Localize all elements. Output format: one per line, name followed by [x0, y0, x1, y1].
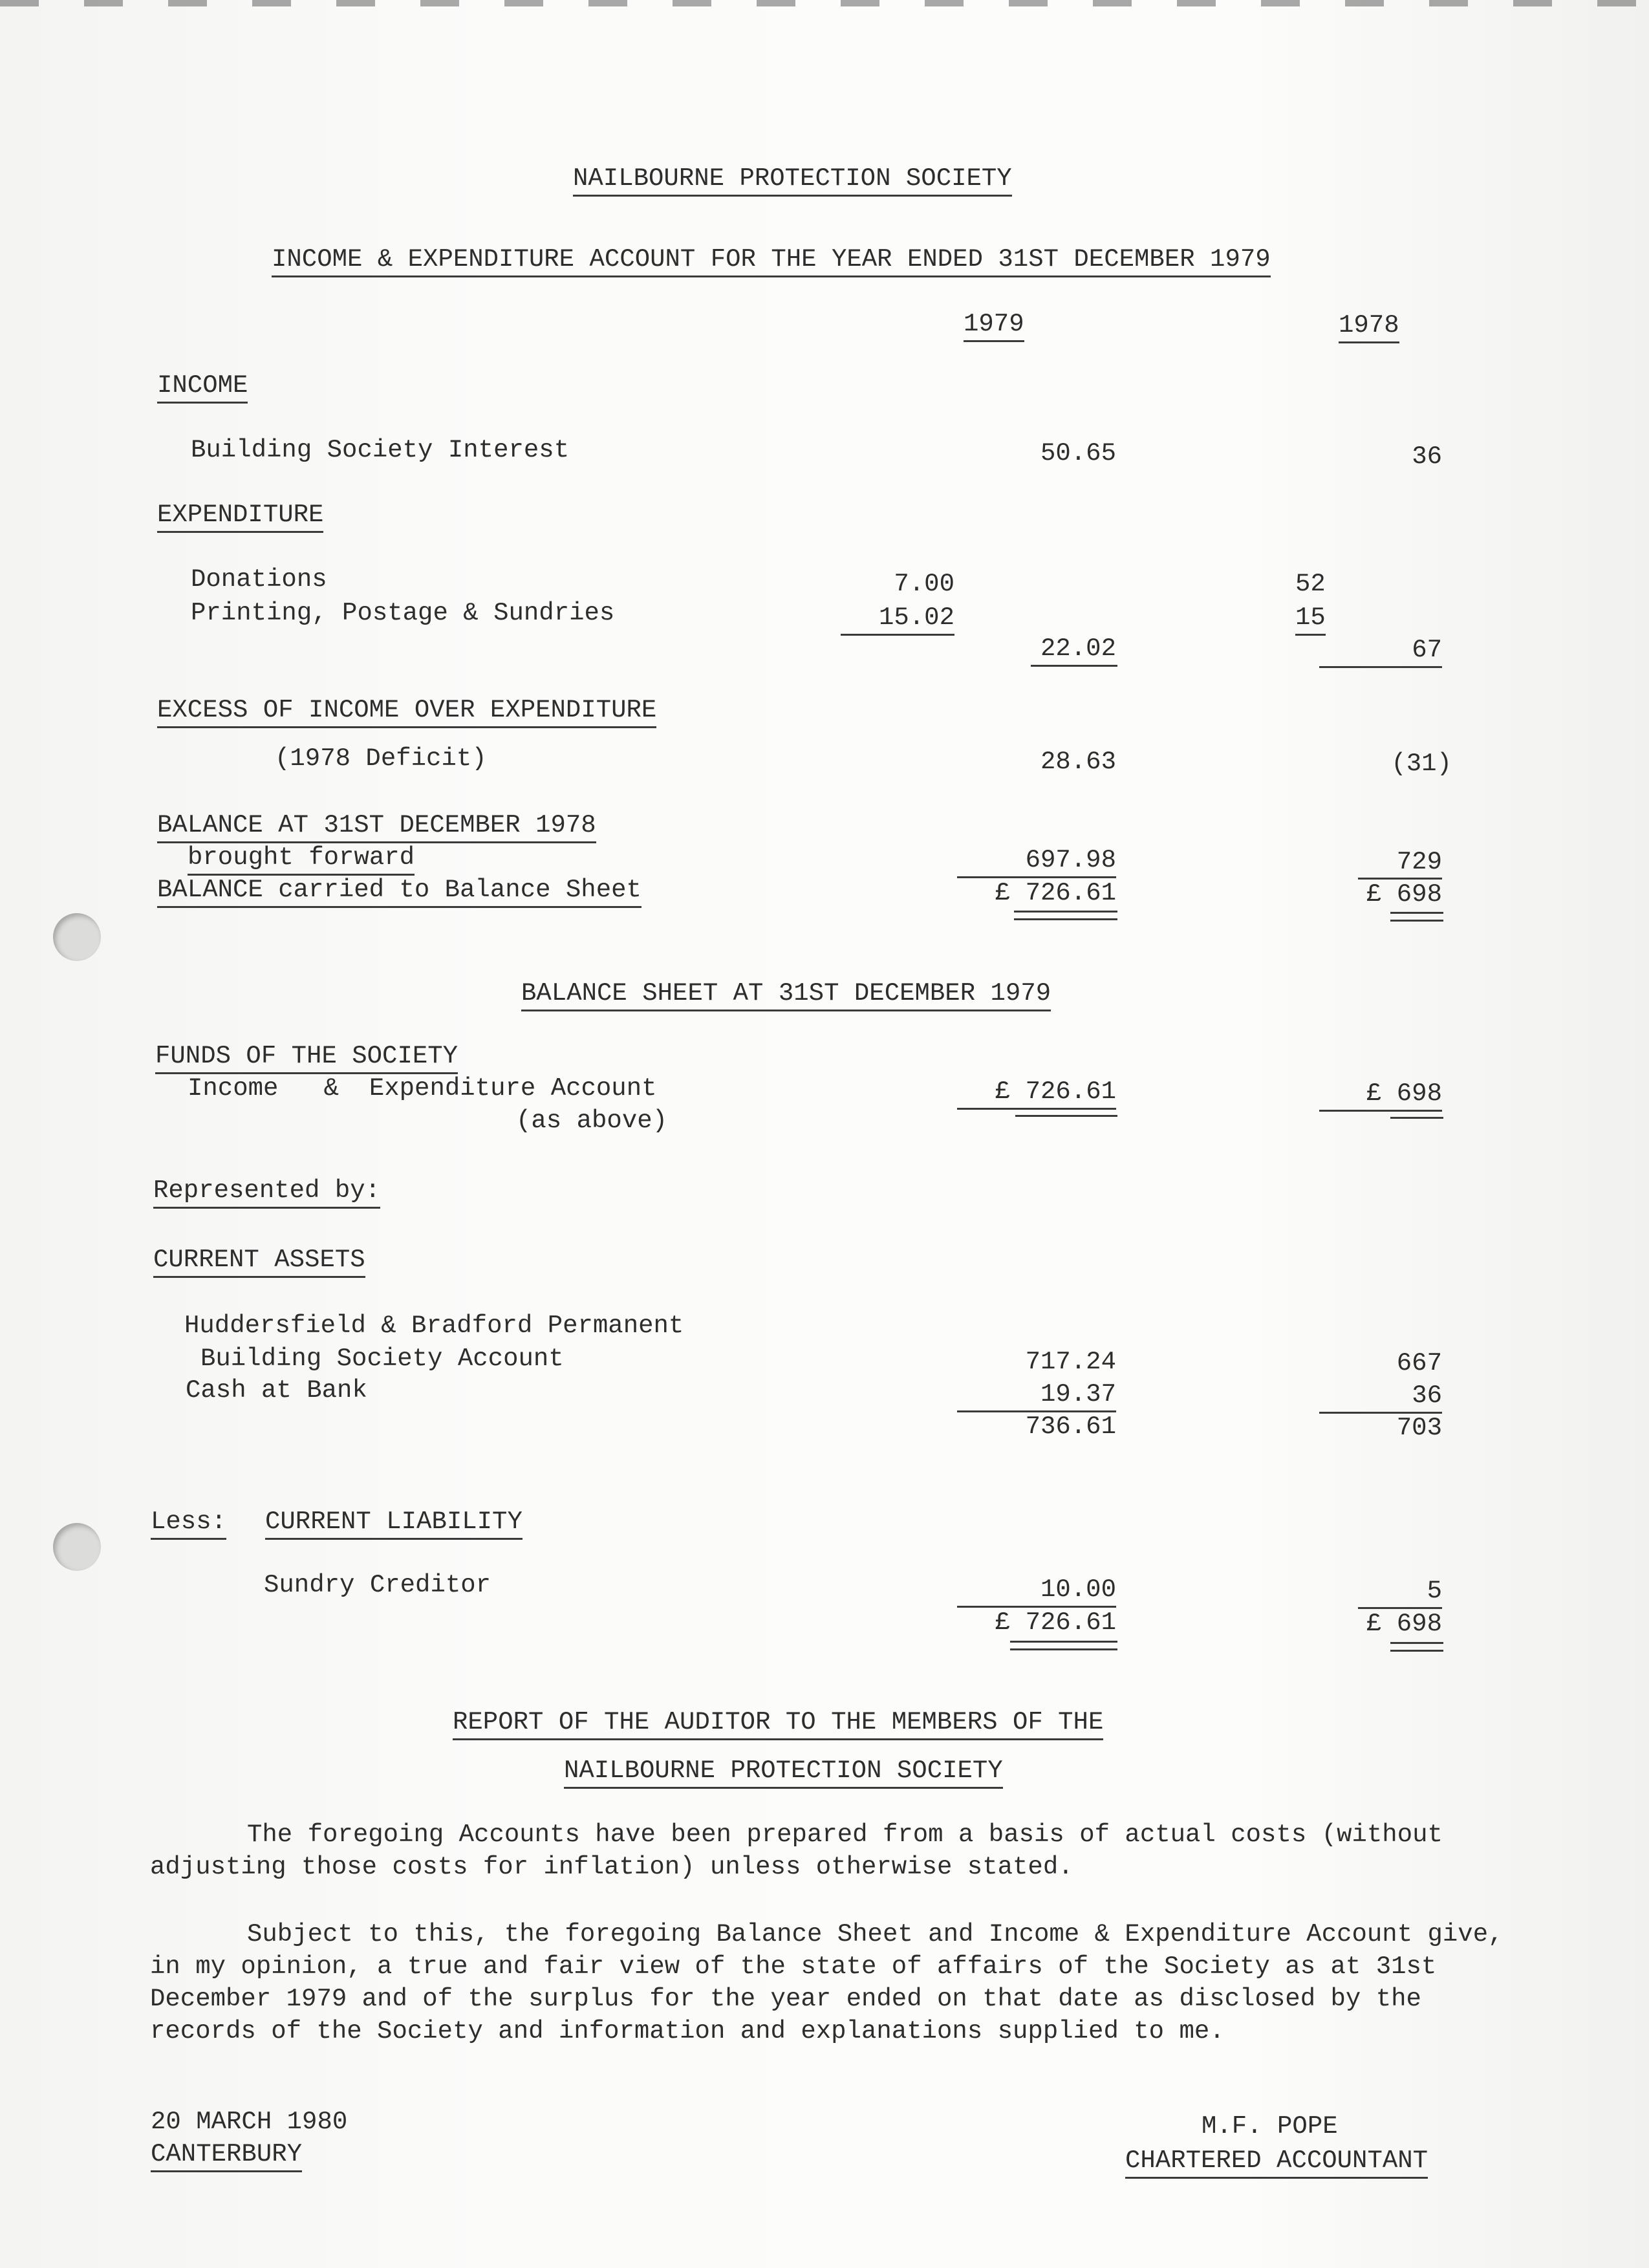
report-date: 20 MARCH 1980 — [151, 2108, 348, 2136]
current-liability-label: CURRENT LIABILITY — [265, 1507, 523, 1540]
punch-hole-top — [53, 913, 101, 961]
punch-hole-bottom — [53, 1523, 101, 1571]
carried-forward-1979: £ 726.61 — [957, 876, 1116, 908]
net-assets-1978: £ 698 — [1358, 1607, 1442, 1639]
column-header-1978: 1978 — [1339, 310, 1399, 343]
donations-label: Donations — [191, 565, 327, 594]
printing-1978: 15 — [1295, 603, 1326, 636]
assets-total-1979: 736.61 — [1025, 1412, 1116, 1441]
excess-label: EXCESS OF INCOME OVER EXPENDITURE — [157, 695, 656, 728]
page-top-edge — [0, 0, 1649, 6]
funds-1979: £ 726.61 — [957, 1077, 1116, 1110]
printing-1979: 15.02 — [841, 603, 954, 636]
hb-line2: Building Society Account — [200, 1345, 564, 1373]
brought-forward-1979: 697.98 — [1025, 846, 1116, 874]
hb-1979: 717.24 — [1025, 1348, 1116, 1376]
sundry-creditor-label: Sundry Creditor — [264, 1571, 491, 1599]
column-header-1979: 1979 — [964, 309, 1024, 342]
report-paragraph-2 — [150, 1918, 1534, 2047]
carried-forward-1978: £ 698 — [1358, 878, 1442, 909]
carried-forward-label: BALANCE carried to Balance Sheet — [157, 875, 641, 908]
donations-1978: 52 — [1295, 570, 1326, 598]
brought-forward-1978: 729 — [1396, 848, 1442, 876]
expenditure-label: EXPENDITURE — [157, 500, 323, 533]
hb-1978: 667 — [1396, 1349, 1442, 1377]
report-place: CANTERBURY — [151, 2139, 302, 2172]
ie-heading: INCOME & EXPENDITURE ACCOUNT FOR THE YEAR ENDED 31ST DECEMBER 1979 — [272, 244, 1271, 277]
cash-at-bank-label: Cash at Bank — [186, 1376, 367, 1405]
income-label: INCOME — [157, 371, 248, 404]
funds-1978: £ 698 — [1319, 1079, 1442, 1112]
excess-1979: 28.63 — [1040, 748, 1116, 776]
brought-forward-label: brought forward — [188, 843, 415, 876]
current-assets-label: CURRENT ASSETS — [153, 1245, 365, 1278]
cf-1978-double-rule — [1390, 912, 1443, 922]
report-heading-line1: REPORT OF THE AUDITOR TO THE MEMBERS OF THE — [453, 1707, 1103, 1740]
signatory-title: CHARTERED ACCOUNTANT — [1125, 2146, 1428, 2179]
bsi-1978: 36 — [1412, 442, 1442, 471]
excess-1978: (31) — [1391, 750, 1452, 778]
cash-1978: 36 — [1319, 1381, 1442, 1414]
balance-sheet-heading: BALANCE SHEET AT 31ST DECEMBER 1979 — [521, 978, 1051, 1011]
donations-1979: 7.00 — [894, 570, 954, 598]
expenditure-rule — [1031, 665, 1117, 667]
hb-line1: Huddersfield & Bradford Permanent — [184, 1312, 684, 1340]
report-paragraph-1 — [150, 1819, 1534, 1883]
cf-1979-double-rule — [1014, 911, 1117, 920]
net-1979-double-rule — [1010, 1641, 1117, 1650]
less-label: Less: — [151, 1507, 226, 1540]
report-paragraph-2-text: Subject to this, the foregoing Balance Sheet and Income & Expenditure Account give, in my opinion, a true and fair view of the state of affairs of the Society as at 31st December 1979 and of the surplus for the year ended on that date as disclosed by the records of the Society and information and explanations supplied to me. — [150, 1920, 1503, 2046]
document-title: NAILBOURNE PROTECTION SOCIETY — [573, 164, 1012, 197]
net-assets-1979: £ 726.61 — [957, 1606, 1116, 1637]
funds-1979-second-rule — [1015, 1115, 1117, 1117]
expenditure-total-1978: 67 — [1319, 635, 1442, 668]
ie-account-label: Income & Expenditure Account — [188, 1074, 657, 1103]
signatory-name: M.F. POPE — [1202, 2112, 1338, 2141]
deficit-note: (1978 Deficit) — [275, 744, 487, 773]
balance-label: BALANCE AT 31ST DECEMBER 1978 — [157, 810, 596, 843]
funds-label: FUNDS OF THE SOCIETY — [155, 1041, 458, 1074]
cash-1979: 19.37 — [957, 1379, 1116, 1412]
represented-by-label: Represented by: — [153, 1176, 380, 1209]
as-above-note: (as above) — [516, 1107, 668, 1135]
assets-total-1978: 703 — [1396, 1414, 1442, 1442]
bsi-1979: 50.65 — [1040, 439, 1116, 468]
creditor-1979: 10.00 — [1040, 1575, 1116, 1604]
report-heading-line2: NAILBOURNE PROTECTION SOCIETY — [564, 1756, 1003, 1789]
printing-label: Printing, Postage & Sundries — [191, 599, 615, 627]
building-society-interest-label: Building Society Interest — [191, 436, 570, 464]
creditor-1978: 5 — [1427, 1577, 1442, 1605]
net-1978-double-rule — [1390, 1642, 1443, 1652]
report-paragraph-1-text: The foregoing Accounts have been prepared from a basis of actual costs (without adjusting those costs for inflation) unless otherwise stated. — [150, 1820, 1443, 1881]
expenditure-total-1979: 22.02 — [1040, 634, 1116, 663]
funds-1978-second-rule — [1390, 1117, 1443, 1119]
